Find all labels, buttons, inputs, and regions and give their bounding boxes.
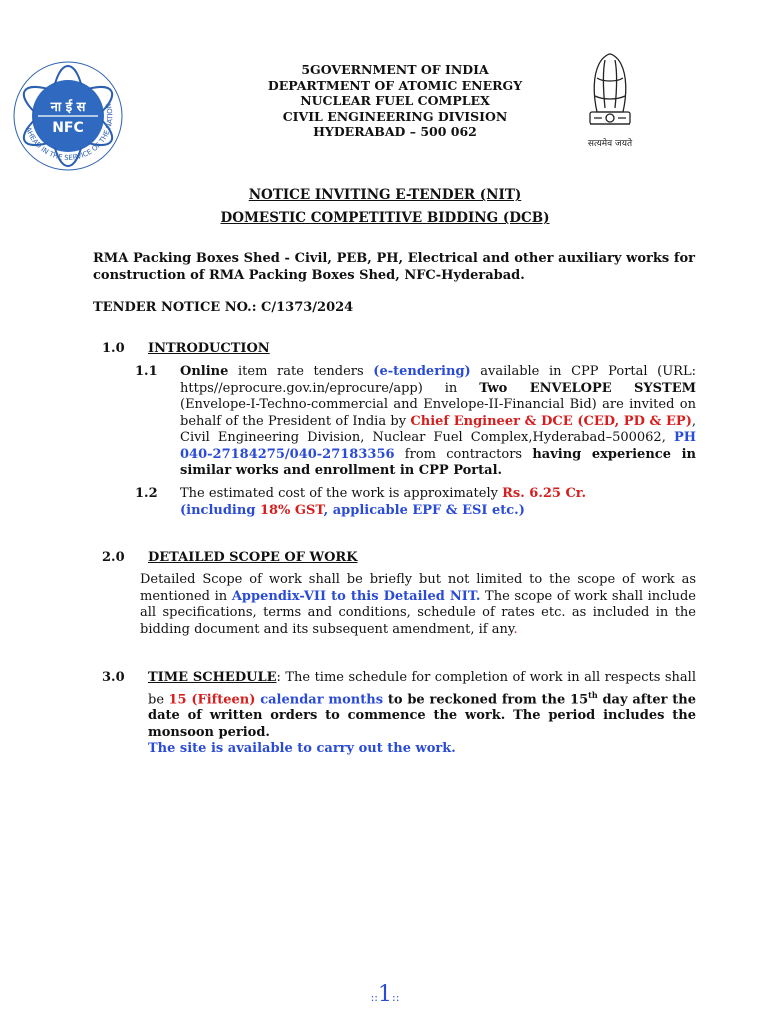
text-site-available: The site is available to carry out the work. (148, 741, 456, 757)
logo-ring-text: AHEAD IN THE SERVICE OF THE NATION (24, 102, 115, 163)
header-line-4: CIVIL ENGINEERING DIVISION (282, 108, 508, 124)
page-number (0, 982, 770, 1007)
text-span: , applicable EPF & ESI etc.) (323, 502, 525, 518)
notice-title: NOTICE INVITING E-TENDER (NIT) (248, 187, 522, 203)
letterhead (0, 62, 770, 140)
header-line-3: NUCLEAR FUEL COMPLEX (300, 93, 490, 108)
emblem-motto: सत्यमेव जयते (587, 139, 633, 149)
header-line-2: DEPARTMENT OF ATOMIC ENERGY (267, 77, 523, 93)
text-span: , Civil Engineering Division, Nuclear Fuel Complex,Hyderabad–500062, (180, 413, 696, 445)
clause-1-1-number: 1.1 (135, 364, 158, 379)
text-fifteen: 15 (Fifteen) (168, 691, 256, 707)
text-span: available in CPP Portal (URL: https//eprocure.gov.in/eprocure/app) in (180, 364, 696, 396)
clause-1-1-text (180, 364, 696, 480)
text-calendar-months: calendar months (255, 691, 384, 707)
section-1-heading: INTRODUCTION (148, 341, 270, 356)
text-span: (including (180, 502, 260, 518)
header-line-1: 5GOVERNMENT OF INDIA (301, 62, 489, 77)
footer-page: 1 (378, 982, 392, 1007)
text-superscript: th (588, 689, 598, 700)
logo-nfc-text: NFC (52, 120, 84, 136)
text-appendix: Appendix-VII to this Detailed NIT. (231, 588, 481, 604)
text-span: day after the date of written orders to commence the work (148, 691, 697, 724)
bidding-title: DOMESTIC COMPETITIVE BIDDING (DCB) (220, 210, 550, 226)
section-2-number: 2.0 (102, 550, 125, 565)
section-2-heading: DETAILED SCOPE OF WORK (148, 550, 358, 565)
clause-1-2-text (180, 486, 696, 519)
text-span: The scope of work shall include all specifications, terms and conditions, schedule of rates etc. as included in the bidding document and its subsequent amendment, if any (140, 588, 696, 637)
text-span: . The period includes the monsoon period. (148, 708, 696, 740)
text-estimated-cost: Rs. 6.25 Cr. (502, 486, 586, 501)
footer-right-colons: :: (392, 991, 400, 1004)
logo-hindi-text: ना ई स (50, 100, 86, 115)
text-span: from contractors (394, 446, 533, 462)
section-3-number: 3.0 (102, 670, 125, 685)
footer-left-colons: :: (370, 991, 378, 1004)
text-chief-engineer: Chief Engineer & DCE (CED, PD & EP) (410, 413, 692, 429)
text-span: to be reckoned from the 15 (383, 691, 589, 707)
text-online: Online (180, 364, 229, 379)
text-e-tendering: (e-tendering) (373, 364, 471, 379)
text-gst: 18% GST (259, 502, 324, 518)
tender-subject: RMA Packing Boxes Shed - Civil, PEB, PH, Electrical and other auxiliary works for construction of RMA Packing Boxes Shed, NFC-Hyderabad. (93, 251, 695, 283)
text-span: The estimated cost of the work is approximately (180, 486, 503, 501)
text-experience: having experience in similar works and enrollment in CPP Portal. (180, 446, 696, 478)
section-3-text (148, 670, 696, 758)
section-2-text (140, 572, 696, 638)
clause-1-2-number: 1.2 (135, 486, 158, 501)
text-two-envelope: Two ENVELOPE SYSTEM (479, 380, 697, 396)
tender-notice-number: TENDER NOTICE NO.: C/1373/2024 (93, 300, 354, 315)
header-line-5: HYDERABAD – 500 062 (313, 124, 477, 139)
section-3-heading: TIME SCHEDULE (148, 670, 277, 685)
text-span: : The time schedule for completion of work in all respects shall be (148, 670, 696, 707)
text-span: (Envelope-I-Techno-commercial and Envelope-II-Financial Bid) are invited on behalf of the President of India by (180, 397, 696, 429)
text-span: . (513, 621, 518, 637)
text-span: item rate tenders (228, 364, 374, 379)
text-span: Detailed Scope of work shall be briefly but not limited to the scope of work as mentioned in (140, 572, 696, 604)
section-1-number: 1.0 (102, 341, 125, 356)
text-phone: PH 040-27184275/040-27183356 (180, 430, 696, 462)
